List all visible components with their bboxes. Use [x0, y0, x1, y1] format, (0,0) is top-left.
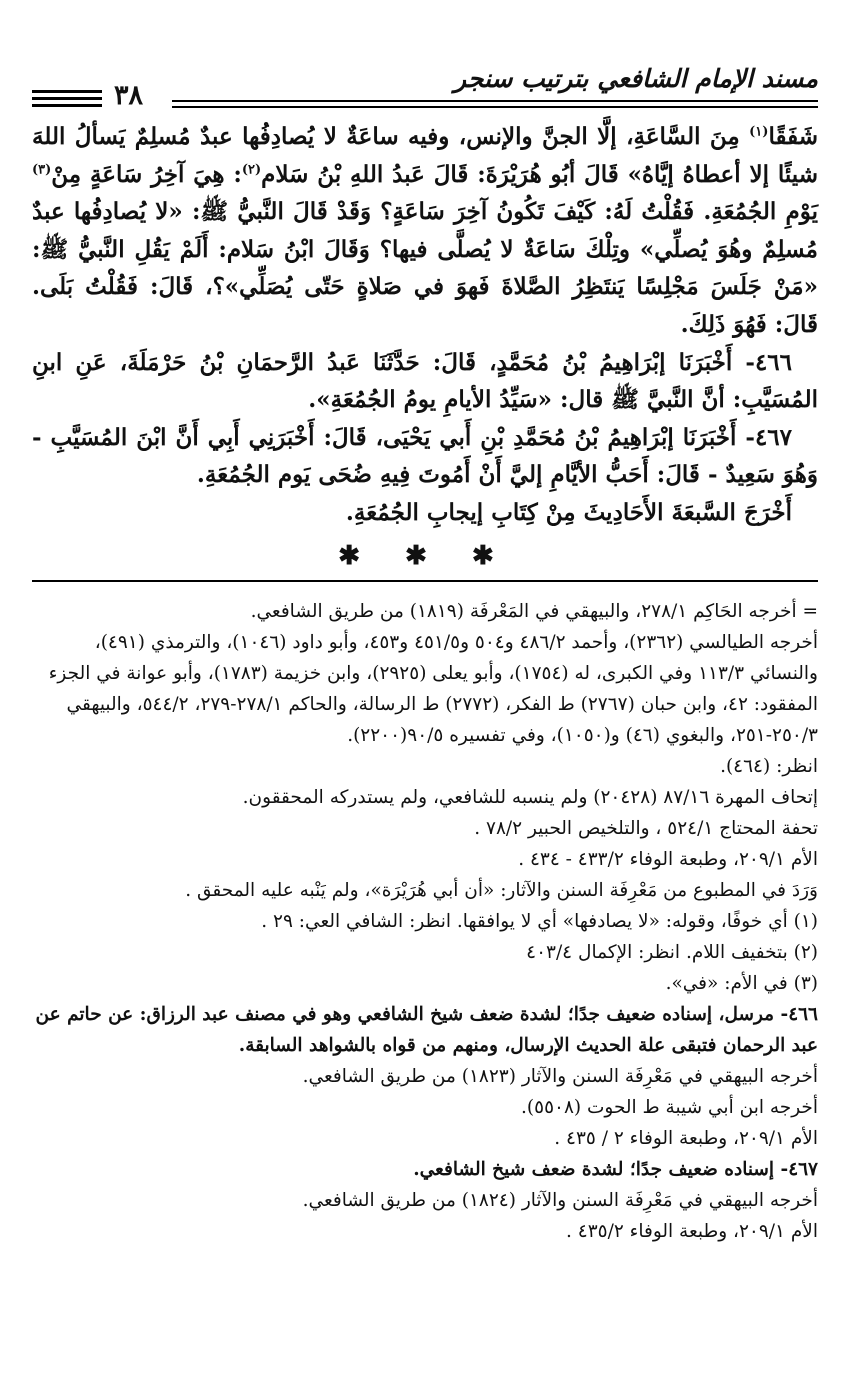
header-rule — [172, 100, 818, 102]
header-bars — [32, 90, 102, 111]
closing-line: أَخْرَجَ السَّبعَةَ الأَحَادِيثَ مِنْ كِتَابِ إيجابِ الجُمُعَةِ. — [345, 498, 792, 526]
hadith-text: أَخْبَرَنَا إبْرَاهِيمُ بْنُ مُحَمَّدٍ، قَالَ: حَدَّثَنَا عَبدُ الرَّحمَانِ بْنُ حَرْمَلَةَ، عَنِ ابنِ المُسَيَّبِ: أنَّ النَّبيَّ ﷺ قال: «سَيِّدُ الأيامِ يومُ الجُمُعَةِ». — [32, 348, 818, 414]
footnote-line: الأم ٢٠٩/١، وطبعة الوفاء ٤٣٥/٢ . — [566, 1221, 818, 1242]
footnote-line: وَرَدَ في المطبوع من مَعْرِفَة السنن والآثار: «أن أبي هُرَيْرَة»، ولم يَنْبه عليه المحقق . — [185, 880, 818, 901]
footnote-line: الأم ٢٠٩/١، وطبعة الوفاء ٢ / ٤٣٥ . — [554, 1128, 818, 1149]
hadith-text: أَخْبَرَنَا إبْرَاهِيمُ بْنُ مُحَمَّدِ بْنِ أَبي يَحْيَى، قَالَ: أَخْبَرَنِي أَبِي أَنَّ ابْنَ المُسَيَّبِ - وَهُوَ سَعِيدٌ - قَالَ: أَحَبُّ الأيَّامِ إليَّ أَنْ أَمُوتَ فِيهِ ضُحَى يَوم الجُمُعَةِ. — [32, 423, 818, 489]
note-467-head: ٤٦٧- إسناده ضعيف جدًا؛ لشدة ضعف شيخ الشافعي. — [413, 1159, 818, 1180]
footnote-ref-3[interactable]: (٣) — [32, 161, 52, 177]
footnote-line: إتحاف المهرة ٨٧/١٦ (٢٠٤٢٨) ولم ينسبه للشافعي، ولم يستدركه المحققون. — [242, 787, 818, 808]
text-run: مِنَ السَّاعَةِ، إلَّا الجنَّ والإنس، وفيه ساعَةٌ لا يُصادِفُها عبدٌ مُسلِمٌ يَسألُ اللهَ شيئًا إلا أعطاهُ إيَّاهُ» قَالَ أبُو هُرَيْرَةَ: قَالَ عَبدُ اللهِ بْنُ سَلام — [32, 123, 819, 188]
footnote-line: تحفة المحتاج ٥٢٤/١ ، والتلخيص الحبير ٧٨/٢ . — [474, 818, 818, 839]
text-run: : هِيَ آخِرُ سَاعَةٍ مِنْ — [51, 160, 242, 188]
footnote-separator-2 — [302, 580, 818, 582]
running-title: مسند الإمام الشافعي بترتيب سنجر — [454, 64, 818, 93]
footnotes — [32, 596, 818, 1247]
text-run: شَفَقًا — [768, 123, 818, 150]
footnote-ref-2[interactable]: (٢) — [241, 161, 262, 177]
hadith-number: ٤٦٧- — [745, 423, 792, 451]
page-header — [32, 62, 818, 110]
footnote-line: أخرجه ابن أبي شيبة ط الحوت (٥٥٠٨). — [521, 1097, 818, 1118]
hadith-466 — [32, 344, 818, 419]
footnote-line: = أخرجه الحَاكِم ٢٧٨/١، والبيهقي في المَعْرفَة (١٨١٩) من طريق الشافعي. — [250, 601, 818, 622]
text-run: يَوْمِ الجُمُعَةِ. فَقُلْتُ لَهُ: كَيْفَ تَكُونُ آخِرَ سَاعَةٍ؟ وَقَدْ قَالَ النَّبيُّ ﷺ: «لا يُصادِفُها عبدٌ مُسلِمٌ وهُوَ يُصلِّي» وتِلْكَ سَاعَةٌ لا يُصلَّى فيها؟ وَقَالَ ابْنُ سَلام: أَلَمْ يَقُلِ النَّبيُّ ﷺ: «مَنْ جَلَسَ مَجْلِسًا يَنتَظِرُ الصَّلاةَ فَهوَ في صَلاةٍ حَتّى يُصَلِّي»؟، قَالَ: فَقُلْتُ بَلَى. قَالَ: فَهُوَ ذَلِكَ. — [32, 198, 818, 338]
footnote-separator — [32, 580, 302, 582]
footnote-ref-1[interactable]: (١) — [749, 124, 769, 140]
hadith-continuation — [32, 118, 818, 344]
header-rule-2 — [172, 106, 818, 108]
section-stars: ✱ ✱ ✱ — [338, 540, 512, 571]
footnote-line: أخرجه البيهقي في مَعْرِفَة السنن والآثار (١٨٢٣) من طريق الشافعي. — [302, 1066, 818, 1087]
note-466-head: ٤٦٦- مرسل، إسناده ضعيف جدًا؛ لشدة ضعف شيخ الشافعي وهو في مصنف عبد الرزاق: عن حاتم عن عبد الرحمان فتبقى علة الحديث الإرسال، ومنهم من قواه بالشواهد السابقة. — [35, 1004, 818, 1056]
main-text — [32, 118, 818, 575]
footnote-2: (٢) بتخفيف اللام. انظر: الإكمال ٤٠٣/٤ — [526, 942, 818, 963]
footnote-line: أخرجه الطيالسي (٢٣٦٢)، وأحمد ٤٨٦/٢ و٥٠٤ و٤٥١/٥ و٤٥٣، وأبو داود (١٠٤٦)، والترمذي (٤٩١)، والنسائي ١١٣/٣ وفي الكبرى، له (١٧٥٤)، وأبو يعلى (٢٩٢٥)، وابن خزيمة (١٧٨٣)، وأبو عوانة في الجزء المفقود: ٤٢، وابن حبان (٢٧٦٧) ط الفكر، (٢٧٧٢) ط الرسالة، والحاكم ٢٧٨/١-٢٧٩، ٥٤٤/٢، والبيهقي ٢٥٠/٣-٢٥١، والبغوي (٤٦) و(١٠٥٠)، وفي تفسيره ٩٠/٥(٢٢٠٠). — [48, 632, 818, 746]
footnote-3: (٣) في الأم: «في». — [665, 973, 818, 994]
hadith-number: ٤٦٦- — [745, 348, 792, 376]
hadith-467 — [32, 419, 818, 494]
book-page — [32, 0, 818, 1380]
page-number: ٣٨ — [114, 80, 144, 111]
footnote-line: انظر: (٤٦٤). — [720, 756, 818, 777]
footnote-line: أخرجه البيهقي في مَعْرِفَة السنن والآثار (١٨٢٤) من طريق الشافعي. — [302, 1190, 818, 1211]
footnote-line: الأم ٢٠٩/١، وطبعة الوفاء ٤٣٣/٢ - ٤٣٤ . — [518, 849, 818, 870]
footnote-1: (١) أي خوفًا، وقوله: «لا يصادفها» أي لا يوافقها. انظر: الشافي العي: ٢٩ . — [261, 911, 818, 932]
